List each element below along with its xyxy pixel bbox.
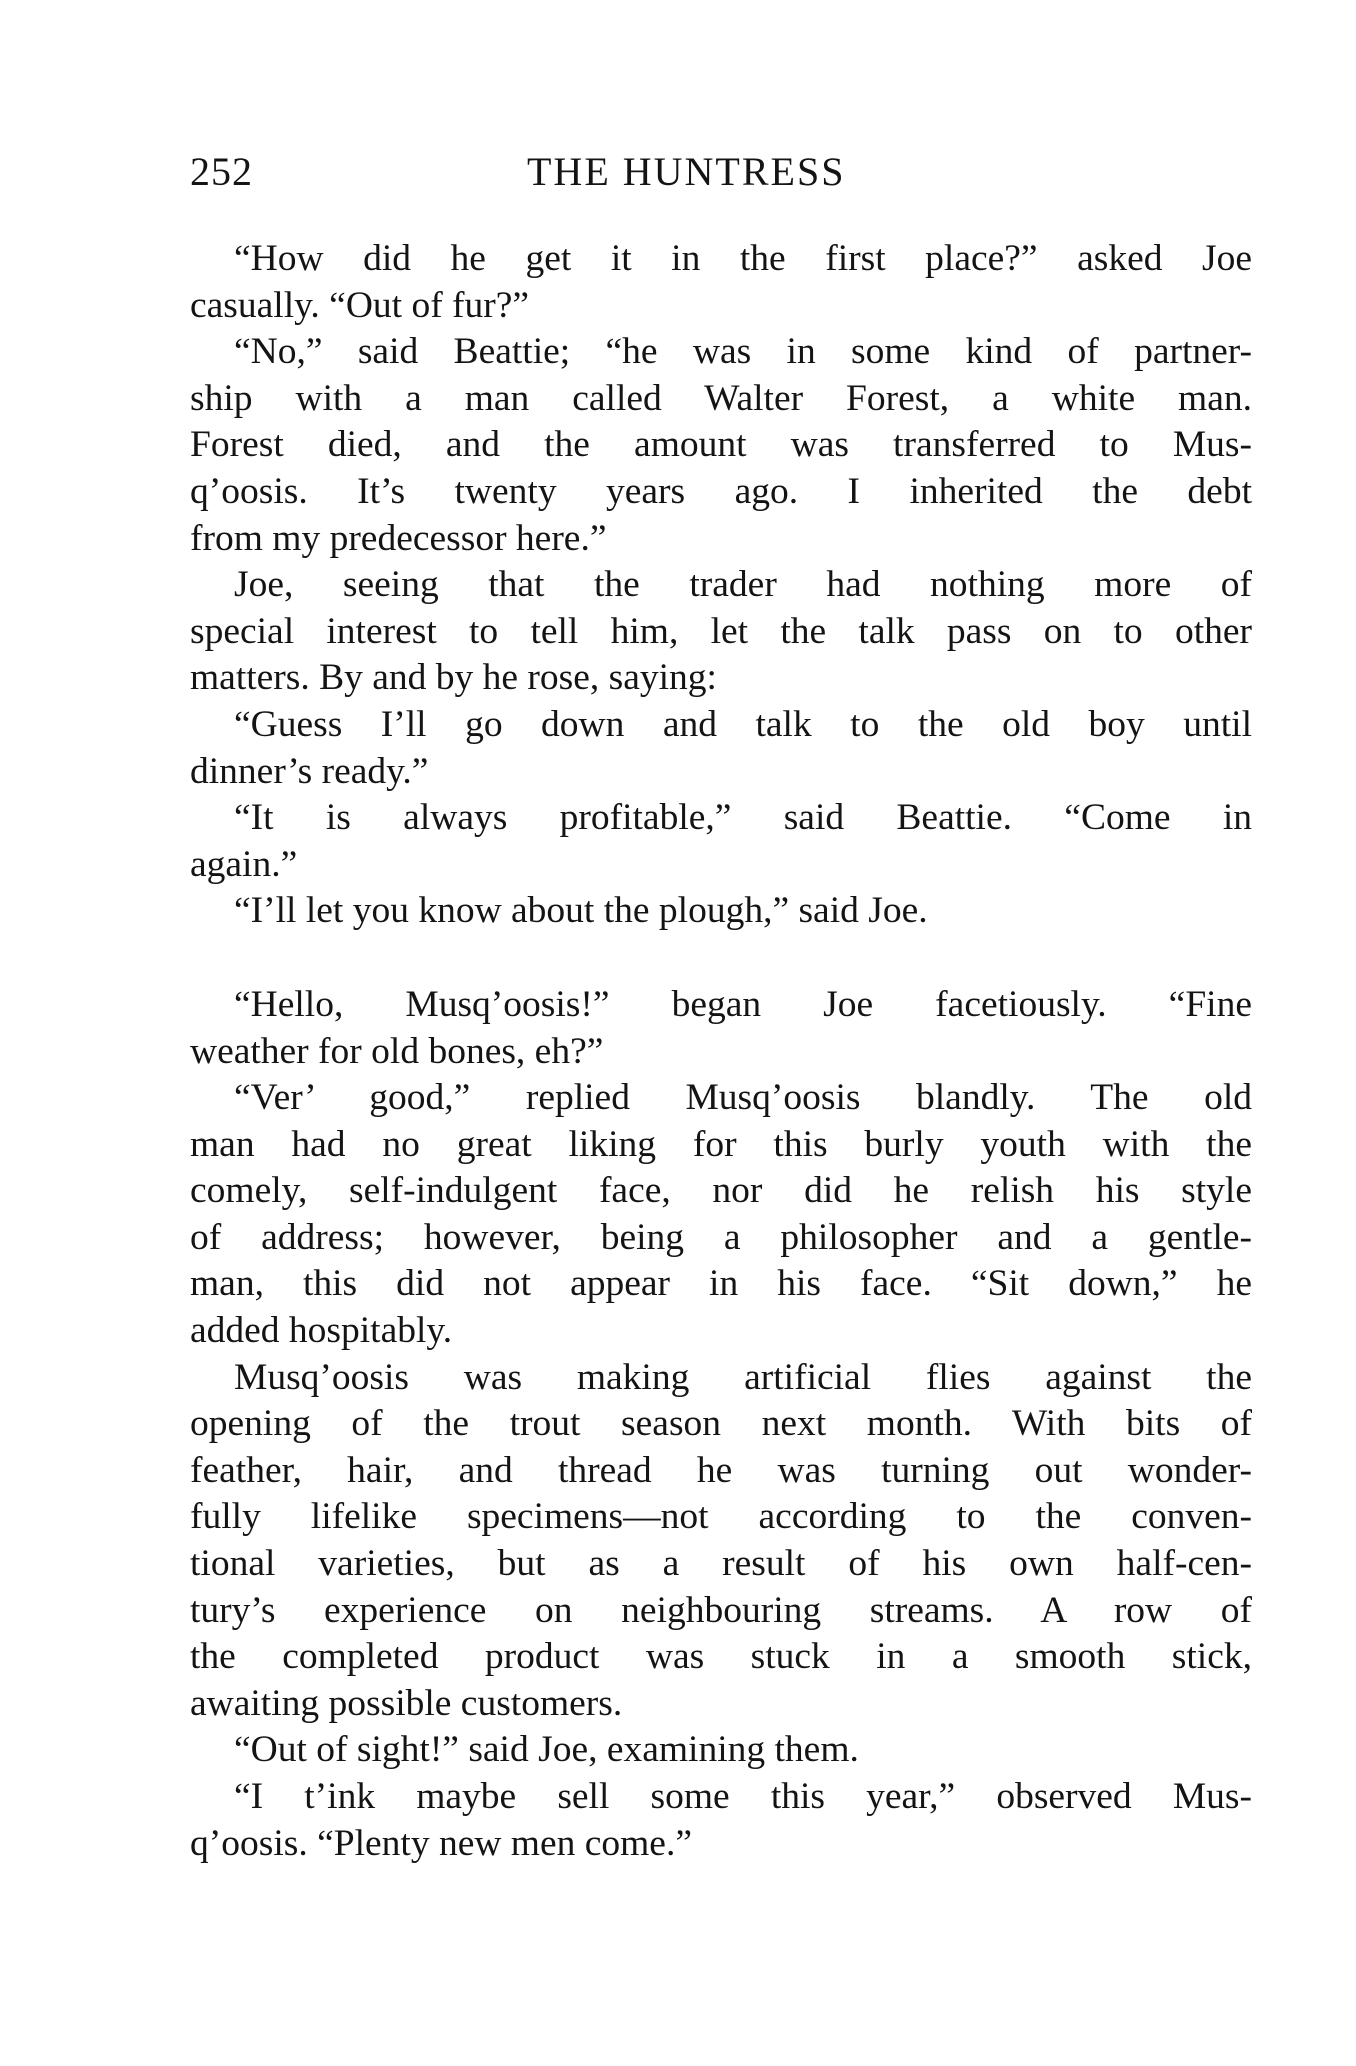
text-line: awaiting possible customers. — [190, 1682, 623, 1724]
text-line: “I’ll let you know about the plough,” said Joe. — [234, 890, 928, 932]
text-line: special interest to tell him, let the talk pass on to other — [190, 610, 1252, 652]
text-line: the completed product was stuck in a smooth stick, — [190, 1636, 1252, 1678]
text-line: casually. “Out of fur?” — [190, 284, 530, 326]
running-head — [190, 148, 1250, 208]
text-line: q’oosis. It’s twenty years ago. I inherited the debt — [190, 470, 1252, 512]
text-line: man had no great liking for this burly youth with the — [190, 1123, 1252, 1165]
text-line: feather, hair, and thread he was turning out wonder- — [190, 1449, 1252, 1491]
page-number: 252 — [190, 149, 253, 194]
running-title: THE HUNTRESS — [527, 149, 846, 194]
text-line: Musq’oosis was making artificial flies against the — [234, 1356, 1252, 1398]
text-line: “Ver’ good,” replied Musq’oosis blandly. The old — [234, 1077, 1252, 1119]
text-line: matters. By and by he rose, saying: — [190, 657, 717, 699]
text-line: man, this did not appear in his face. “Sit down,” he — [190, 1263, 1252, 1305]
text-line: Forest died, and the amount was transferred to Mus- — [190, 424, 1252, 466]
text-line: of address; however, being a philosopher and a gentle- — [190, 1216, 1252, 1258]
text-line: Joe, seeing that the trader had nothing more of — [234, 564, 1252, 606]
text-line: weather for old bones, eh?” — [190, 1030, 604, 1072]
text-line: again.” — [190, 843, 298, 885]
text-line: opening of the trout season next month. With bits of — [190, 1403, 1252, 1445]
text-line: comely, self-indulgent face, nor did he relish his style — [190, 1170, 1252, 1212]
text-line: “Out of sight!” said Joe, examining them. — [234, 1729, 859, 1771]
text-line: fully lifelike specimens—not according to the conven- — [190, 1496, 1252, 1538]
section-break — [190, 935, 1252, 982]
text-line: ship with a man called Walter Forest, a white man. — [190, 377, 1252, 419]
body-text — [190, 236, 1252, 1867]
text-line: “No,” said Beattie; “he was in some kind of partner- — [234, 331, 1252, 373]
text-line: “Hello, Musq’oosis!” began Joe facetiously. “Fine — [234, 983, 1252, 1025]
text-line: “How did he get it in the first place?” asked Joe — [234, 238, 1252, 279]
text-line: tional varieties, but as a result of his own half-cen- — [190, 1543, 1252, 1585]
text-line: “I t’ink maybe sell some this year,” observed Mus- — [234, 1776, 1252, 1817]
text-line: added hospitably. — [190, 1310, 453, 1352]
text-line: “It is always profitable,” said Beattie. “Come in — [234, 797, 1252, 839]
text-line: “Guess I’ll go down and talk to the old boy until — [234, 703, 1252, 745]
text-line: from my predecessor here.” — [190, 517, 607, 559]
text-line: q’oosis. “Plenty new men come.” — [190, 1822, 692, 1864]
text-line: tury’s experience on neighbouring streams. A row of — [190, 1589, 1252, 1631]
text-line: dinner’s ready.” — [190, 750, 429, 792]
